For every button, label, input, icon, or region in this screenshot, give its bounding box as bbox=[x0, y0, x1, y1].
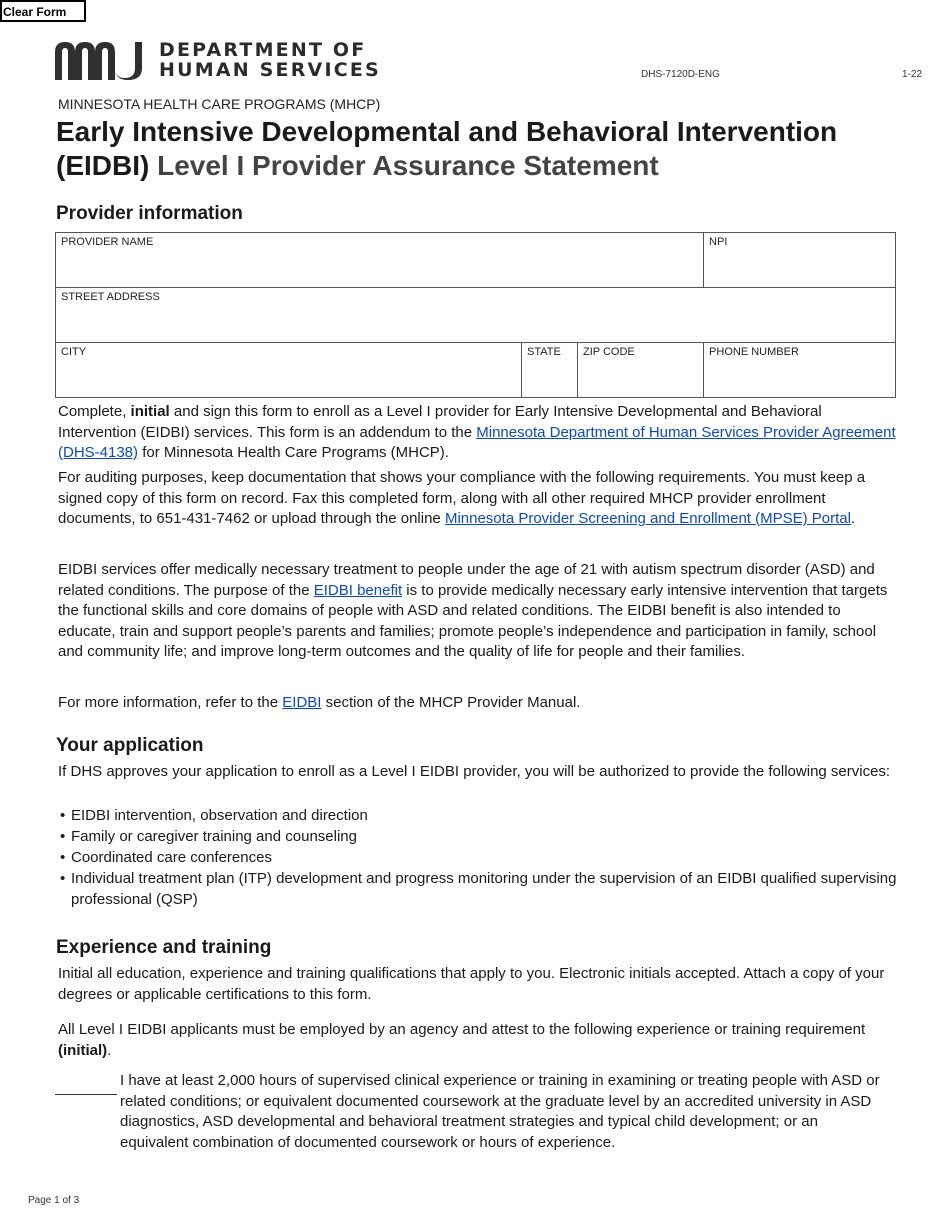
form-id: DHS-7120D-ENG bbox=[641, 69, 720, 80]
phone-number-label: PHONE NUMBER bbox=[709, 346, 799, 358]
intro-paragraph-2 bbox=[58, 468, 898, 530]
program-name: MINNESOTA HEALTH CARE PROGRAMS (MHCP) bbox=[58, 96, 381, 112]
form-date: 1-22 bbox=[901, 69, 922, 80]
npi-field[interactable] bbox=[704, 233, 896, 288]
intro-paragraph-1 bbox=[58, 402, 898, 464]
experience-p2-text-a: All Level I EIDBI applicants must be employed by an agency and attest to the following experience or training requirement bbox=[58, 1021, 866, 1038]
experience-p2-bold: (initial) bbox=[58, 1041, 108, 1059]
application-heading: Your application bbox=[56, 735, 204, 756]
dhs-logo bbox=[55, 40, 381, 80]
state-field[interactable] bbox=[522, 343, 578, 398]
services-list bbox=[58, 805, 898, 910]
mn-logo-mark bbox=[55, 40, 145, 80]
provider-agreement-link[interactable]: Minnesota Department of Human Services Provider Agreement (DHS-4138) bbox=[58, 423, 896, 461]
logo-text bbox=[159, 40, 381, 80]
list-item: • Individual treatment plan (ITP) development and progress monitoring under the supervision of an EIDBI qualified supervising professional (QSP) bbox=[58, 868, 898, 910]
zip-code-label: ZIP CODE bbox=[583, 346, 635, 358]
list-item: • Family or caregiver training and counseling bbox=[58, 826, 898, 847]
provider-info-table bbox=[55, 232, 896, 398]
provider-name-field[interactable] bbox=[56, 233, 704, 288]
experience-paragraph-2 bbox=[58, 1020, 898, 1061]
title-part-2: Level I Provider Assurance Statement bbox=[157, 150, 659, 181]
state-label: STATE bbox=[527, 346, 561, 358]
intro-p1-bold: initial bbox=[130, 403, 170, 420]
mpse-portal-link[interactable]: Minnesota Provider Screening and Enrollment (MPSE) Portal bbox=[444, 510, 851, 527]
intro-p1-text-a: Complete, bbox=[58, 403, 131, 420]
intro-paragraph-3 bbox=[58, 560, 898, 663]
list-item: • EIDBI intervention, observation and direction bbox=[58, 805, 898, 826]
zip-code-field[interactable] bbox=[578, 343, 704, 398]
street-address-label: STREET ADDRESS bbox=[61, 291, 160, 303]
experience-heading: Experience and training bbox=[56, 937, 272, 958]
street-address-field[interactable] bbox=[56, 288, 896, 343]
intro-p4-text-b: section of the MHCP Provider Manual. bbox=[321, 694, 581, 711]
intro-p2-text-a: For auditing purposes, keep documentation that shows your compliance with the following requirements. You must keep a signed copy of this form on record. Fax this completed form, along with all other required MHCP provider enrollment documents, to 651-431-7462 or upload through the online bbox=[58, 469, 866, 527]
experience-requirement-text: I have at least 2,000 hours of supervised clinical experience or training in examining or treating people with ASD or related conditions; or equivalent documented coursework at the graduate level by an accredited university in ASD diagnostics, ASD developmental and behavioral treatment strategies and typical child development; or an equivalent combination of documented coursework or hours of experience. bbox=[120, 1072, 880, 1151]
intro-p4-text-a: For more information, refer to the bbox=[58, 694, 283, 711]
provider-name-label: PROVIDER NAME bbox=[61, 236, 154, 248]
eidbi-manual-link[interactable]: EIDBI bbox=[282, 694, 322, 711]
intro-p1-text-b: and sign this form to enroll as a Level I provider for Early Intensive Developmental and Behavioral Intervention (EIDBI) services. This form is an addendum to the bbox=[58, 403, 822, 441]
list-item: • Coordinated care conferences bbox=[58, 847, 898, 868]
page-title bbox=[56, 115, 916, 183]
npi-label: NPI bbox=[709, 236, 728, 248]
logo-line-1: DEPARTMENT OF bbox=[159, 39, 367, 61]
page-number: Page 1 of 3 bbox=[28, 1195, 80, 1206]
intro-paragraph-4 bbox=[58, 693, 898, 714]
logo-line-2: HUMAN SERVICES bbox=[159, 59, 381, 81]
title-part-1: Early Intensive Developmental and Behavioral Intervention (EIDBI) bbox=[56, 116, 838, 181]
phone-number-field[interactable] bbox=[704, 343, 896, 398]
intro-p1-text-c: for Minnesota Health Care Programs (MHCP). bbox=[138, 444, 449, 461]
initial-input-line[interactable] bbox=[55, 1093, 117, 1095]
intro-p3-text-a: EIDBI services offer medically necessary treatment to people under the age of 21 with autism spectrum disorder (ASD) and related conditions. The purpose of the bbox=[58, 561, 875, 599]
intro-p2-text-b: . bbox=[850, 510, 856, 527]
eidbi-benefit-link[interactable]: EIDBI benefit bbox=[313, 581, 403, 599]
city-label: CITY bbox=[61, 346, 87, 358]
clear-form-button[interactable]: Clear Form bbox=[0, 0, 86, 22]
experience-p2-text-b: . bbox=[107, 1041, 112, 1059]
intro-p3-text-b: is to provide medically necessary early intensive intervention that targets the functional skills and core domains of people with ASD and related conditions. The EIDBI benefit is also intended to educate, train and support people’s parents and families; promote people’s independence and participation in family, school and community life; and improve long-term outcomes and the quality of life for people and their families. bbox=[58, 581, 888, 660]
application-intro: If DHS approves your application to enroll as a Level I EIDBI provider, you will be authorized to provide the following services: bbox=[58, 763, 891, 780]
experience-paragraph-1: Initial all education, experience and training qualifications that apply to you. Electronic initials accepted. Attach a copy of your degrees or applicable certifications to this form. bbox=[58, 965, 885, 1003]
city-field[interactable] bbox=[56, 343, 522, 398]
provider-info-heading: Provider information bbox=[56, 203, 243, 224]
